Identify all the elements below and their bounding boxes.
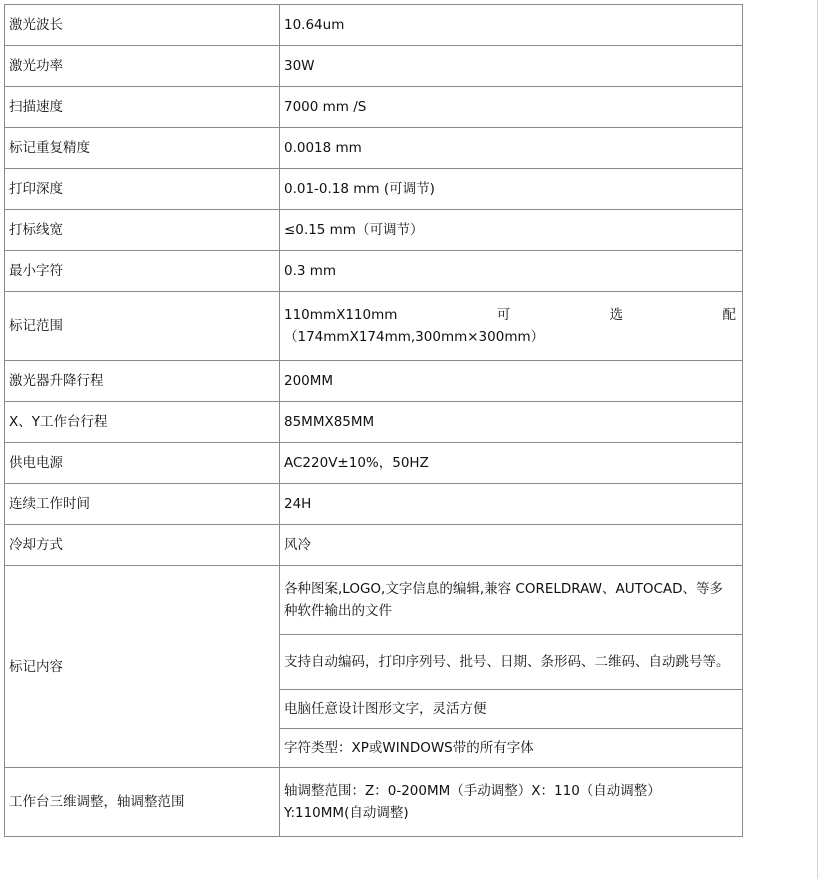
spec-label: 供电电源: [5, 443, 280, 484]
spec-label: 标记范围: [5, 292, 280, 361]
marking-range-line2: （174mmX174mm,300mm×300mm）: [284, 329, 545, 345]
spec-row-print-depth: [5, 169, 743, 210]
spec-row-line-width: [5, 210, 743, 251]
spec-value: 10.64um: [280, 5, 743, 46]
spec-value: [280, 292, 743, 361]
spec-value: 各种图案,LOGO,文字信息的编辑,兼容 CORELDRAW、AUTOCAD、等多种软件输出的文件: [280, 566, 743, 635]
spec-value: 轴调整范围：Z：0-200MM（手动调整）X：110（自动调整）Y:110MM(自动调整): [280, 768, 743, 837]
spec-value: 24H: [280, 484, 743, 525]
spec-label: 标记内容: [5, 566, 280, 768]
spec-value: 200MM: [280, 361, 743, 402]
page-divider: [817, 0, 818, 879]
spec-value: 0.3 mm: [280, 251, 743, 292]
marking-range-line1: [284, 304, 736, 326]
spec-row-3d-adjust: [5, 768, 743, 837]
spec-row-scan-speed: [5, 87, 743, 128]
spec-label: 打标线宽: [5, 210, 280, 251]
spec-value: AC220V±10%，50HZ: [280, 443, 743, 484]
spec-row-marking-content: [5, 566, 743, 635]
spec-label: 连续工作时间: [5, 484, 280, 525]
spec-label: 打印深度: [5, 169, 280, 210]
spec-row-cooling: [5, 525, 743, 566]
spec-value: ≤0.15 mm（可调节）: [280, 210, 743, 251]
spec-value: 字符类型：XP或WINDOWS带的所有字体: [280, 729, 743, 768]
spec-value: 30W: [280, 46, 743, 87]
spec-row-xy-travel: [5, 402, 743, 443]
spec-label: 激光器升降行程: [5, 361, 280, 402]
spec-value: 0.0018 mm: [280, 128, 743, 169]
spec-label: 激光功率: [5, 46, 280, 87]
spec-value: 风冷: [280, 525, 743, 566]
marking-range-word: 选: [609, 307, 624, 323]
spec-row-lift-travel: [5, 361, 743, 402]
spec-label: 冷却方式: [5, 525, 280, 566]
spec-table: [4, 4, 743, 837]
spec-label: 激光波长: [5, 5, 280, 46]
spec-row-marking-range: [5, 292, 743, 361]
spec-value: 支持自动编码，打印序列号、批号、日期、条形码、二维码、自动跳号等。: [280, 635, 743, 690]
spec-row-min-char: [5, 251, 743, 292]
spec-label: 最小字符: [5, 251, 280, 292]
marking-range-word: 配: [722, 307, 736, 323]
spec-label: 工作台三维调整，轴调整范围: [5, 768, 280, 837]
marking-range-size: 110mmX110mm: [284, 307, 398, 323]
spec-row-work-time: [5, 484, 743, 525]
spec-label: X、Y工作台行程: [5, 402, 280, 443]
spec-row-laser-wavelength: [5, 5, 743, 46]
spec-row-power-supply: [5, 443, 743, 484]
spec-value: 0.01-0.18 mm (可调节): [280, 169, 743, 210]
spec-label: 标记重复精度: [5, 128, 280, 169]
spec-value: 7000 mm /S: [280, 87, 743, 128]
spec-row-laser-power: [5, 46, 743, 87]
marking-range-word: 可: [496, 307, 511, 323]
spec-value: 85MMX85MM: [280, 402, 743, 443]
spec-label: 扫描速度: [5, 87, 280, 128]
spec-value: 电脑任意设计图形文字，灵活方便: [280, 690, 743, 729]
spec-row-repeat-accuracy: [5, 128, 743, 169]
